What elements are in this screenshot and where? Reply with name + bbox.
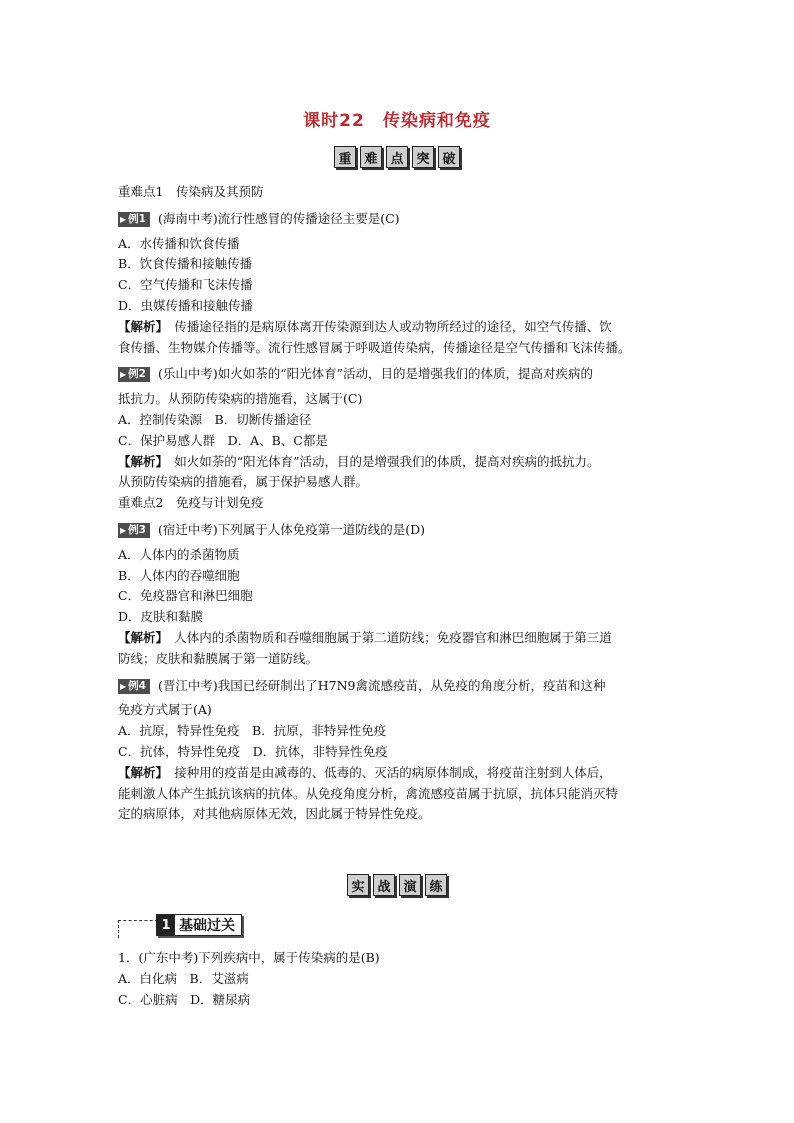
option: D．虫媒传播和接触传播: [118, 297, 254, 313]
practice-content: [118, 948, 678, 1010]
banner-char: 战: [373, 874, 395, 896]
banner-char: 重: [334, 146, 356, 168]
triangle-icon: ▶: [120, 525, 127, 535]
banner-char: 练: [425, 874, 447, 896]
option: B．饮食传播和接触传播: [118, 256, 253, 272]
option: A．白化病 B．艾滋病: [118, 970, 249, 986]
example-1-question: [118, 209, 678, 230]
option: D．皮肤和黏膜: [118, 609, 204, 625]
banner-char: 点: [386, 146, 408, 168]
banner-char: 实: [347, 874, 369, 896]
section-banner-key-points: [0, 146, 794, 168]
triangle-icon: ▶: [120, 681, 127, 691]
section-banner-practice: [0, 874, 794, 896]
question-text: 免疫方式属于(A): [118, 702, 212, 718]
analysis-label: 【解析】: [118, 629, 162, 645]
question-text: (乐山中考)如火如荼的“阳光体育”活动，目的是增强我们的体质，提高对疾病的: [157, 366, 594, 382]
option: C．抗体，特异性免疫 D．抗体，非特异性免疫: [118, 743, 388, 759]
option: C．心脏病 D．糖尿病: [118, 991, 251, 1007]
option: C．空气传播和飞沫传播: [118, 277, 253, 293]
analysis-label: 【解析】: [118, 453, 162, 469]
analysis-line: 【解析】 传播途径指的是病原体离开传染源到达人或动物所经过的途径，如空气传播、饮: [118, 318, 612, 334]
basic-level-label-box: [156, 914, 242, 936]
analysis-line: 能刺激人体产生抵抗该病的抗体。从免疫角度分析，禽流感疫苗属于抗原，抗体只能消灭特: [118, 785, 619, 801]
key-point-heading: 重难点1 传染病及其预防: [118, 184, 264, 199]
level-number: 1: [157, 915, 175, 935]
analysis-line: 定的病原体，对其他病原体无效，因此属于特异性免疫。: [118, 806, 431, 822]
analysis-line: 【解析】 如火如荼的“阳光体育”活动，目的是增强我们的体质，提高对疾病的抵抗力。: [118, 453, 600, 469]
analysis-label: 【解析】: [118, 764, 162, 780]
question-text: (海南中考)流行性感冒的传播途径主要是(C): [157, 210, 400, 226]
triangle-icon: ▶: [120, 214, 127, 224]
question-text: 1．(广东中考)下列疾病中，属于传染病的是(B): [118, 950, 380, 965]
page-title: 课时22 传染病和免疫: [303, 111, 491, 131]
question-text: (宿迁中考)下列属于人体免疫第一道防线的是(D): [157, 521, 425, 537]
question-text: (晋江中考)我国已经研制出了H7N9禽流感疫苗，从免疫的角度分析，疫苗和这种: [157, 677, 606, 693]
example-tag: ▶ 例4: [118, 679, 150, 694]
analysis-line: 【解析】 人体内的杀菌物质和吞噬细胞属于第二道防线；免疫器官和淋巴细胞属于第三道: [118, 629, 612, 645]
banner-char: 难: [360, 146, 382, 168]
level-label: 基础过关: [179, 918, 235, 934]
analysis-line: 防线；皮肤和黏膜属于第一道防线。: [118, 650, 319, 666]
example-2-question: [118, 364, 678, 385]
example-tag: ▶ 例2: [118, 367, 150, 382]
triangle-icon: ▶: [120, 370, 127, 380]
analysis-label: 【解析】: [118, 318, 162, 334]
option: A．水传播和饮食传播: [118, 235, 240, 251]
option: A．控制传染源 B．切断传播途径: [118, 411, 312, 427]
analysis-line: 食传播、生物媒介传播等。流行性感冒属于呼吸道传染病，传播途径是空气传播和飞沫传播。: [118, 339, 631, 355]
option: C．免疫器官和淋巴细胞: [118, 588, 253, 604]
dashed-rule: [118, 920, 158, 921]
example-4-question: [118, 676, 678, 697]
dashed-rule: [118, 920, 119, 938]
banner-char: 演: [399, 874, 421, 896]
basic-level-banner: [118, 914, 268, 938]
example-tag: ▶ 例1: [118, 212, 150, 227]
option: C．保护易感人群 D．A、B、C都是: [118, 432, 328, 448]
banner-char: 破: [438, 146, 460, 168]
key-point-heading: 重难点2 免疫与计划免疫: [118, 495, 264, 511]
analysis-line: 【解析】 接种用的疫苗是由减毒的、低毒的、灭活的病原体制成，将疫苗注射到人体后，: [118, 764, 612, 780]
analysis-line: 从预防传染病的措施看，属于保护易感人群。: [118, 474, 369, 490]
option: A．抗原，特异性免疫 B．抗原，非特异性免疫: [118, 723, 387, 739]
question-text: 抵抗力。从预防传染病的措施看，这属于(C): [118, 391, 363, 407]
example-3-question: [118, 520, 678, 541]
banner-char: 突: [412, 146, 434, 168]
option: A．人体内的杀菌物质: [118, 546, 240, 562]
option: B．人体内的吞噬细胞: [118, 567, 240, 583]
main-content: [118, 182, 678, 825]
example-tag: ▶ 例3: [118, 523, 150, 538]
